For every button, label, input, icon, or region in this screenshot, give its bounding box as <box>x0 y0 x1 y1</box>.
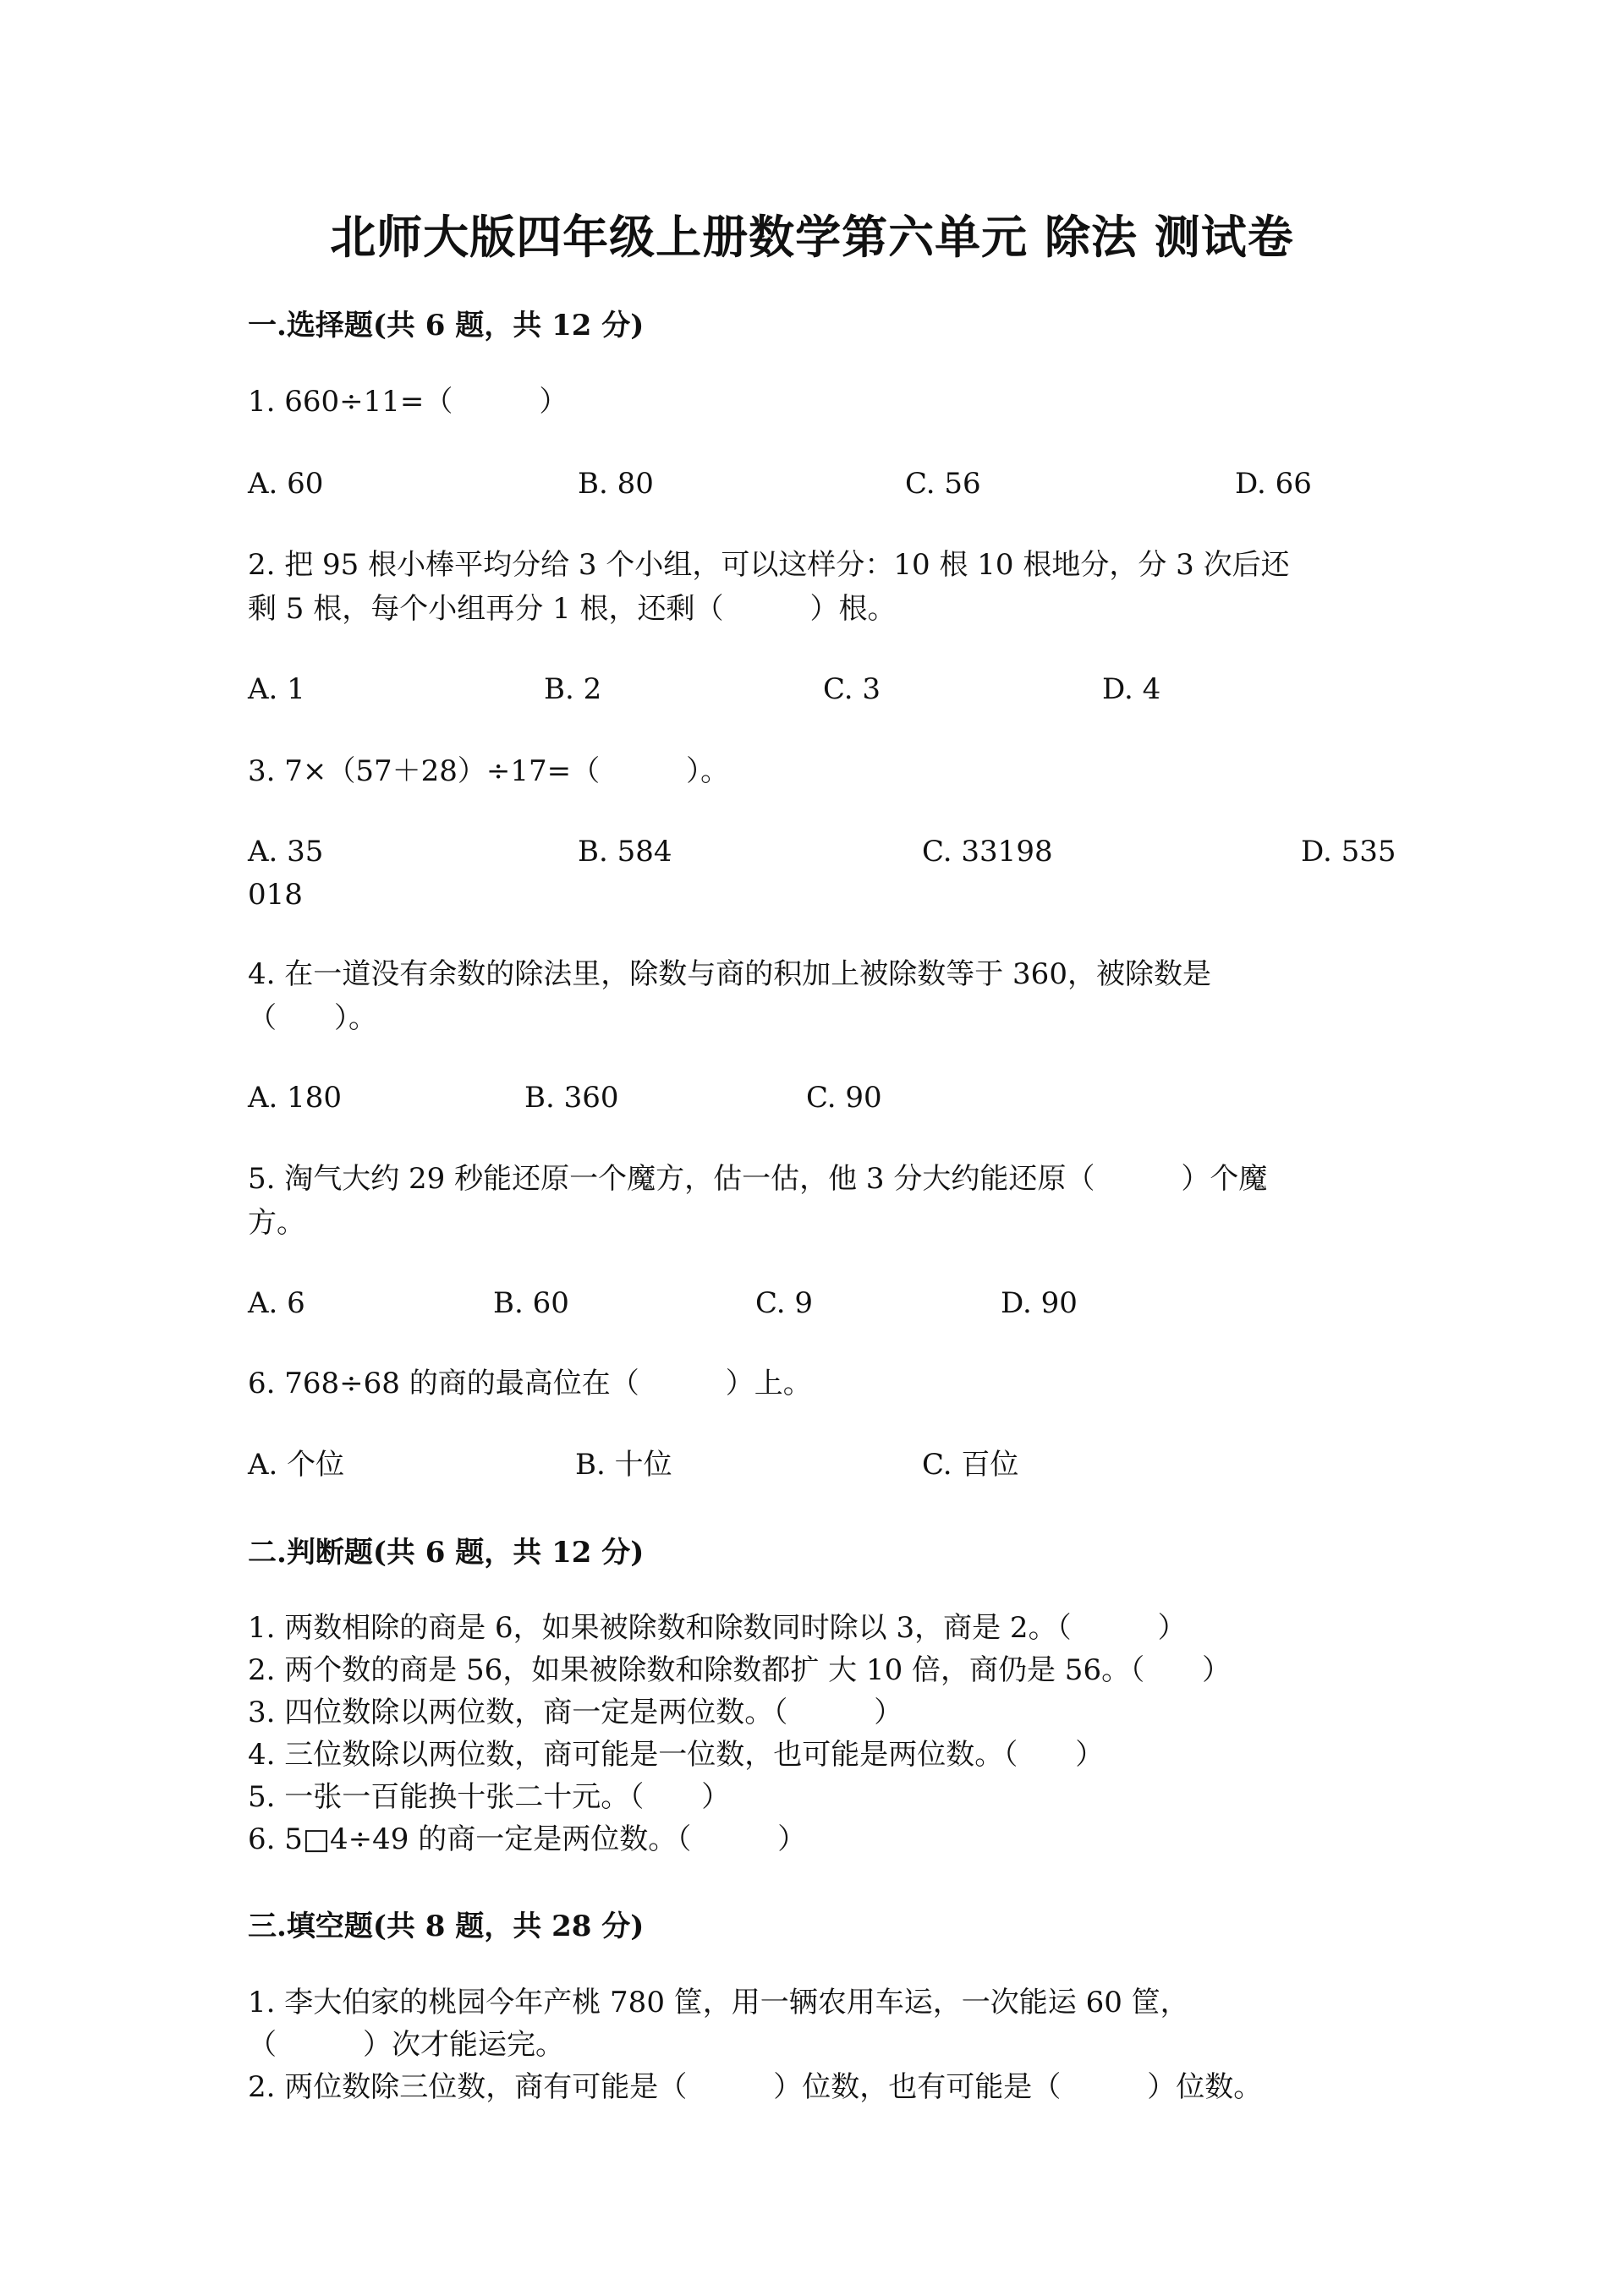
question-text: 3. 7×（57＋28）÷17=（ ）。 <box>248 754 730 788</box>
judge-item: 1. 两数相除的商是 6，如果被除数和除数同时除以 3，商是 2。（ ） <box>248 1611 1187 1645</box>
question-text: 5. 淘气大约 29 秒能还原一个魔方，估一估，他 3 分大约能还原（ ）个魔 <box>248 1162 1268 1196</box>
option-b: B. 584 <box>578 835 672 869</box>
question-text: 6. 768÷68 的商的最高位在（ ）上。 <box>248 1367 812 1400</box>
option-c: C. 3 <box>823 672 881 706</box>
option-b: B. 80 <box>578 467 654 501</box>
judge-item: 2. 两个数的商是 56，如果被除数和除数都扩 大 10 倍，商仍是 56。（ ） <box>248 1653 1232 1687</box>
option-b: B. 60 <box>493 1286 569 1320</box>
option-d: D. 535 <box>1301 835 1396 869</box>
option-b: B. 2 <box>544 672 602 706</box>
option-a: A. 60 <box>248 467 324 501</box>
fill-item: （ ）次才能运完。 <box>248 2028 564 2062</box>
question-text: 1. 660÷11=（ ） <box>248 385 568 419</box>
section-heading-fill: 三.填空题(共 8 题，共 28 分) <box>248 1910 645 1943</box>
question-text: 剩 5 根，每个小组再分 1 根，还剩（ ）根。 <box>248 592 897 626</box>
question-text: 4. 在一道没有余数的除法里，除数与商的积加上被除数等于 360，被除数是 <box>248 957 1211 991</box>
option-b: B. 360 <box>524 1081 619 1115</box>
judge-item: 4. 三位数除以两位数，商可能是一位数，也可能是两位数。（ ） <box>248 1738 1105 1772</box>
option-c: C. 56 <box>905 467 981 501</box>
option-c: C. 90 <box>806 1081 882 1115</box>
fill-item: 1. 李大伯家的桃园今年产桃 780 筐，用一辆农用车运，一次能运 60 筐， <box>248 1986 1189 2019</box>
option-d: D. 90 <box>1001 1286 1078 1320</box>
option-c: C. 9 <box>755 1286 814 1320</box>
option-a: A. 35 <box>248 835 324 869</box>
option-a: A. 个位 <box>248 1448 345 1482</box>
option-d: D. 4 <box>1102 672 1161 706</box>
fill-item: 2. 两位数除三位数，商有可能是（ ）位数，也有可能是（ ）位数。 <box>248 2070 1263 2104</box>
question-text: 2. 把 95 根小棒平均分给 3 个小组，可以这样分：10 根 10 根地分，分 3 次后还 <box>248 548 1290 582</box>
option-c: C. 33198 <box>922 835 1053 869</box>
option-a: A. 180 <box>248 1081 343 1115</box>
question-text: 方。 <box>248 1206 305 1240</box>
question-text: （ ）。 <box>248 1001 377 1035</box>
page-title: 北师大版四年级上册数学第六单元 除法 测试卷 <box>330 210 1294 264</box>
option-a: A. 6 <box>248 1286 305 1320</box>
option-c: C. 百位 <box>922 1448 1019 1482</box>
judge-item: 3. 四位数除以两位数，商一定是两位数。（ ） <box>248 1696 903 1729</box>
option-d-continued: 018 <box>248 878 303 912</box>
option-b: B. 十位 <box>575 1448 672 1482</box>
option-a: A. 1 <box>248 672 305 706</box>
section-heading-judge: 二.判断题(共 6 题，共 12 分) <box>248 1536 645 1570</box>
section-heading-choice: 一.选择题(共 6 题，共 12 分) <box>248 309 645 342</box>
judge-item: 6. 5□4÷49 的商一定是两位数。（ ） <box>248 1822 807 1856</box>
judge-item: 5. 一张一百能换十张二十元。（ ） <box>248 1780 731 1814</box>
option-d: D. 66 <box>1235 467 1312 501</box>
